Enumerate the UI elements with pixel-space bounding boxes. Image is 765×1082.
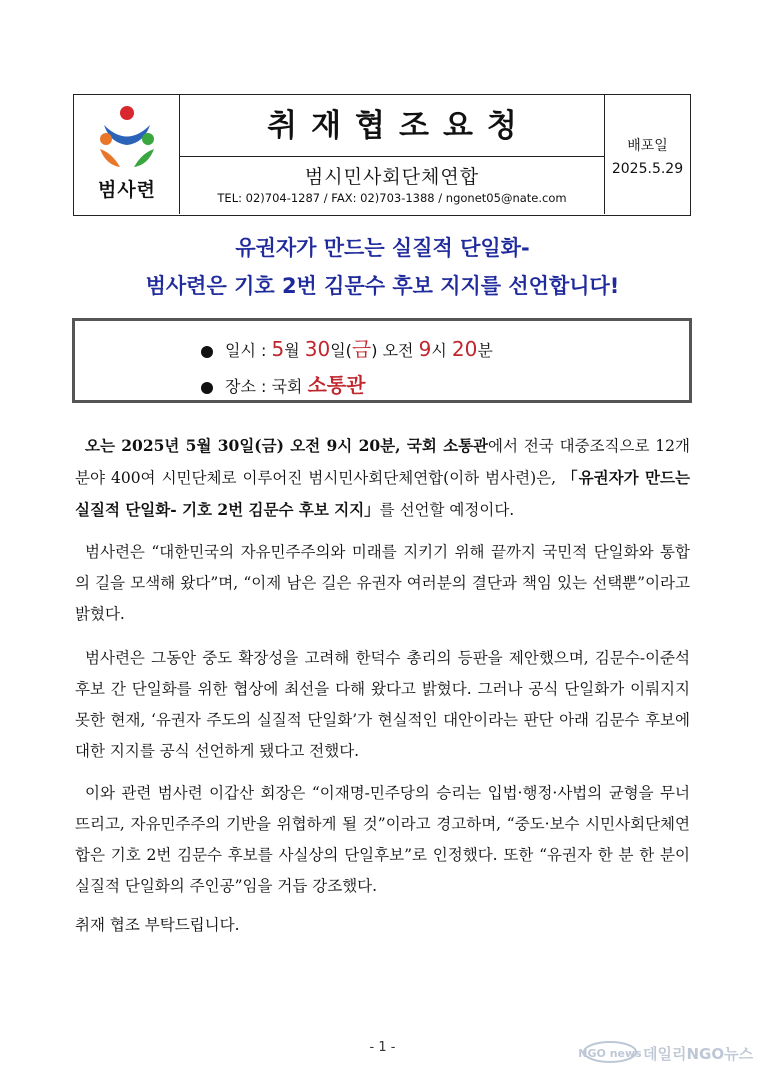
watermark-text: 데일리NGO뉴스 bbox=[643, 1045, 754, 1063]
date-value: 2025.5.29 bbox=[611, 161, 684, 177]
logo-text: 범사련 bbox=[97, 179, 157, 201]
logo-cell bbox=[74, 95, 180, 214]
paragraph-1: 오는 2025년 5월 30일(금) 오전 9시 20분, 국회 소통관에서 전국 대중조직으로 12개 분야 400여 시민단체로 이루어진 범시민사회단체연합(이하 범사련)은, 「유권자가 만드는 실질적 단일화- 기호 2번 김문수 후보 지지」를 선언할 예정이다. bbox=[75, 436, 690, 519]
headline-line-2: 범사련은 기호 2번 김문수 후보 지지를 선언합니다! bbox=[145, 274, 620, 298]
paragraph-4: 이와 관련 범사련 이갑산 회장은 “이재명-민주당의 승리는 입법·행정·사법의 균형을 무너뜨리고, 자유민주주의 기반을 위협하게 될 것”이라고 경고하며, “중도·보수 시민사회단체연합은 기호 2번 김문수 후보를 사실상의 단일후보”로 인정했다. 또한 “유권자 한 분 한 분이 실질적 단일화의 주인공”임을 거듭 강조했다. bbox=[75, 784, 690, 895]
news-logo-icon bbox=[578, 1040, 642, 1064]
watermark bbox=[578, 1038, 758, 1068]
event-time: 일시 : 5월 30일(금) 오전 9시 20분 bbox=[201, 333, 493, 362]
paragraph-2: 범사련은 “대한민국의 자유민주주의와 미래를 지키기 위해 끝까지 국민적 단일화와 통합의 길을 모색해 왔다”며, “이제 남은 길은 유권자 여러분의 결단과 책임 있는 선택뿐”이라고 밝혔다. bbox=[75, 543, 690, 623]
svg-text:NGO news: NGO news bbox=[578, 1047, 642, 1060]
event-place: 장소 : 국회 소통관 bbox=[201, 369, 365, 398]
bullet-icon bbox=[201, 346, 213, 358]
title-cell bbox=[180, 95, 605, 214]
organization-logo-icon bbox=[92, 103, 162, 173]
contact-info: TEL: 02)704-1287 / FAX: 02)703-1388 / ngonet05@nate.com bbox=[217, 191, 567, 205]
bullet-icon bbox=[201, 382, 213, 394]
document-title: 취재협조요청 bbox=[180, 95, 604, 157]
event-info-box bbox=[72, 318, 692, 403]
date-cell bbox=[605, 95, 690, 214]
date-label: 배포일 bbox=[627, 138, 668, 154]
headline-line-1: 유권자가 만드는 실질적 단일화- bbox=[235, 236, 530, 260]
header-table bbox=[73, 94, 691, 216]
closing-text: 취재 협조 부탁드립니다. bbox=[75, 916, 240, 934]
organization-name: 범시민사회단체연합 bbox=[304, 166, 480, 188]
page-number: - 1 - bbox=[369, 1040, 396, 1055]
paragraph-3: 범사련은 그동안 중도 확장성을 고려해 한덕수 총리의 등판을 제안했으며, 김문수-이준석 후보 간 단일화를 위한 협상에 최선을 다해 왔다고 밝혔다. 그러나 공식 단일화가 이뤄지지 못한 현재, ‘유권자 주도의 실질적 단일화’가 현실적인 대안이라는 판단 아래 김문수 후보에 대한 지지를 공식 선언하게 됐다고 전했다. bbox=[75, 649, 690, 760]
